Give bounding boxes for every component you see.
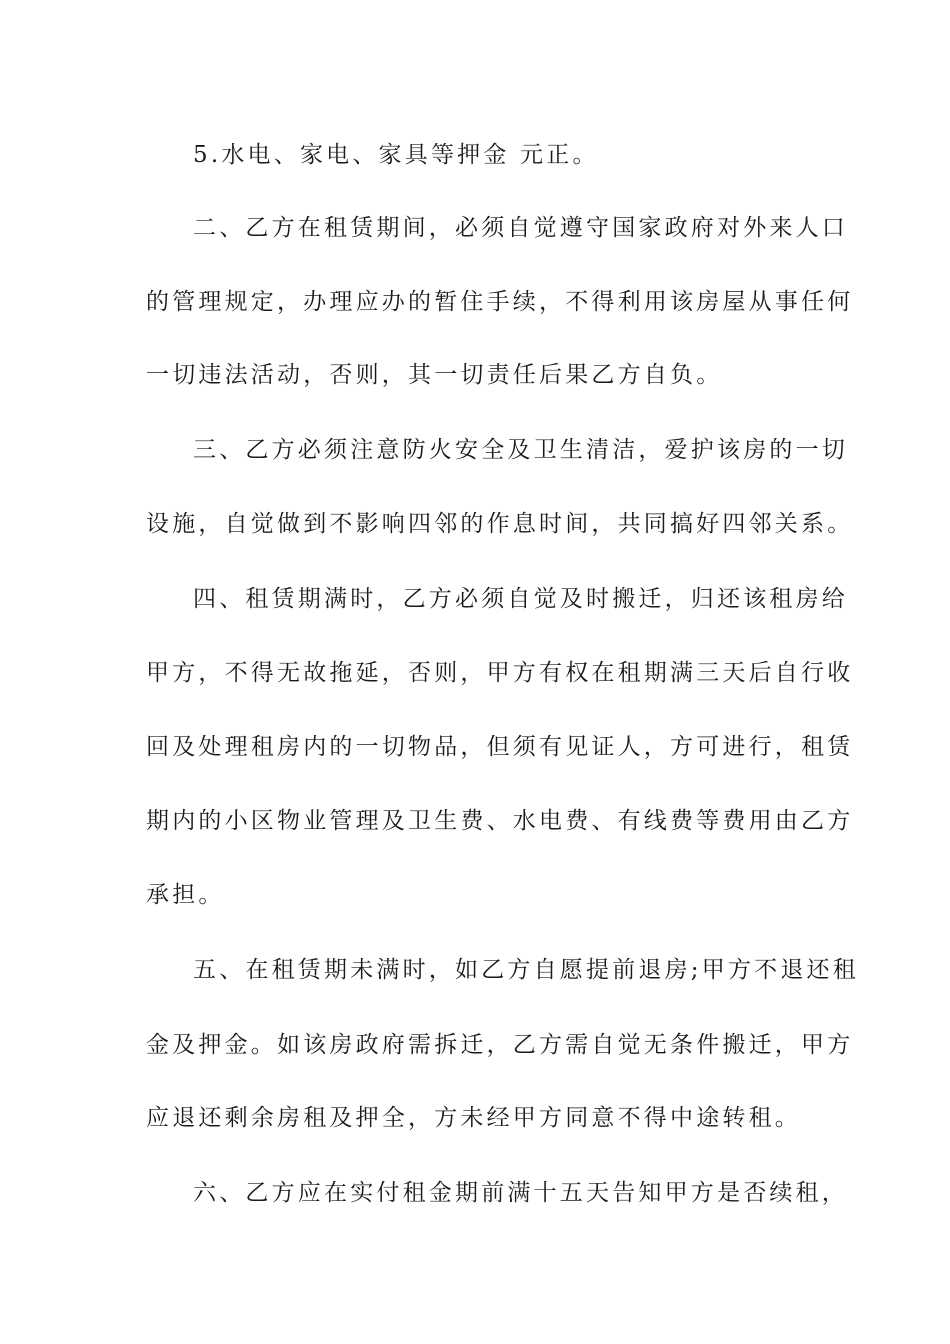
clause-5-line-1: 五、在租赁期未满时，如乙方自愿提前退房;甲方不退还租 — [193, 957, 859, 983]
clause-4-line-5: 承担。 — [146, 882, 225, 908]
clause-4-line-3: 回及处理租房内的一切物品，但须有见证人，方可进行，租赁 — [146, 734, 854, 760]
clause-3-line-2: 设施，自觉做到不影响四邻的作息时间，共同搞好四邻关系。 — [146, 511, 854, 537]
clause-5-line-2: 金及押金。如该房政府需拆迁，乙方需自觉无条件搬迁，甲方 — [146, 1032, 854, 1058]
clause-6-line-1: 六、乙方应在实付租金期前满十五天告知甲方是否续租， — [193, 1180, 848, 1206]
clause-4-line-1: 四、租赁期满时，乙方必须自觉及时搬迁，归还该租房给 — [193, 586, 848, 612]
clause-3-line-1: 三、乙方必须注意防火安全及卫生清洁，爱护该房的一切 — [193, 437, 848, 463]
clause-5-deposit-line: 5.水电、家电、家具等押金 元正。 — [193, 142, 599, 168]
clause-4-line-2: 甲方，不得无故拖延，否则，甲方有权在租期满三天后自行收 — [146, 660, 854, 686]
clause-2-line-2: 的管理规定，办理应办的暂住手续，不得利用该房屋从事任何 — [146, 289, 854, 315]
clause-2-line-3: 一切违法活动，否则，其一切责任后果乙方自负。 — [146, 362, 723, 388]
clause-2-line-1: 二、乙方在租赁期间，必须自觉遵守国家政府对外来人口 — [193, 215, 848, 241]
clause-4-line-4: 期内的小区物业管理及卫生费、水电费、有线费等费用由乙方 — [146, 808, 854, 834]
clause-5-line-3: 应退还剩余房租及押全，方未经甲方同意不得中途转租。 — [146, 1105, 801, 1131]
